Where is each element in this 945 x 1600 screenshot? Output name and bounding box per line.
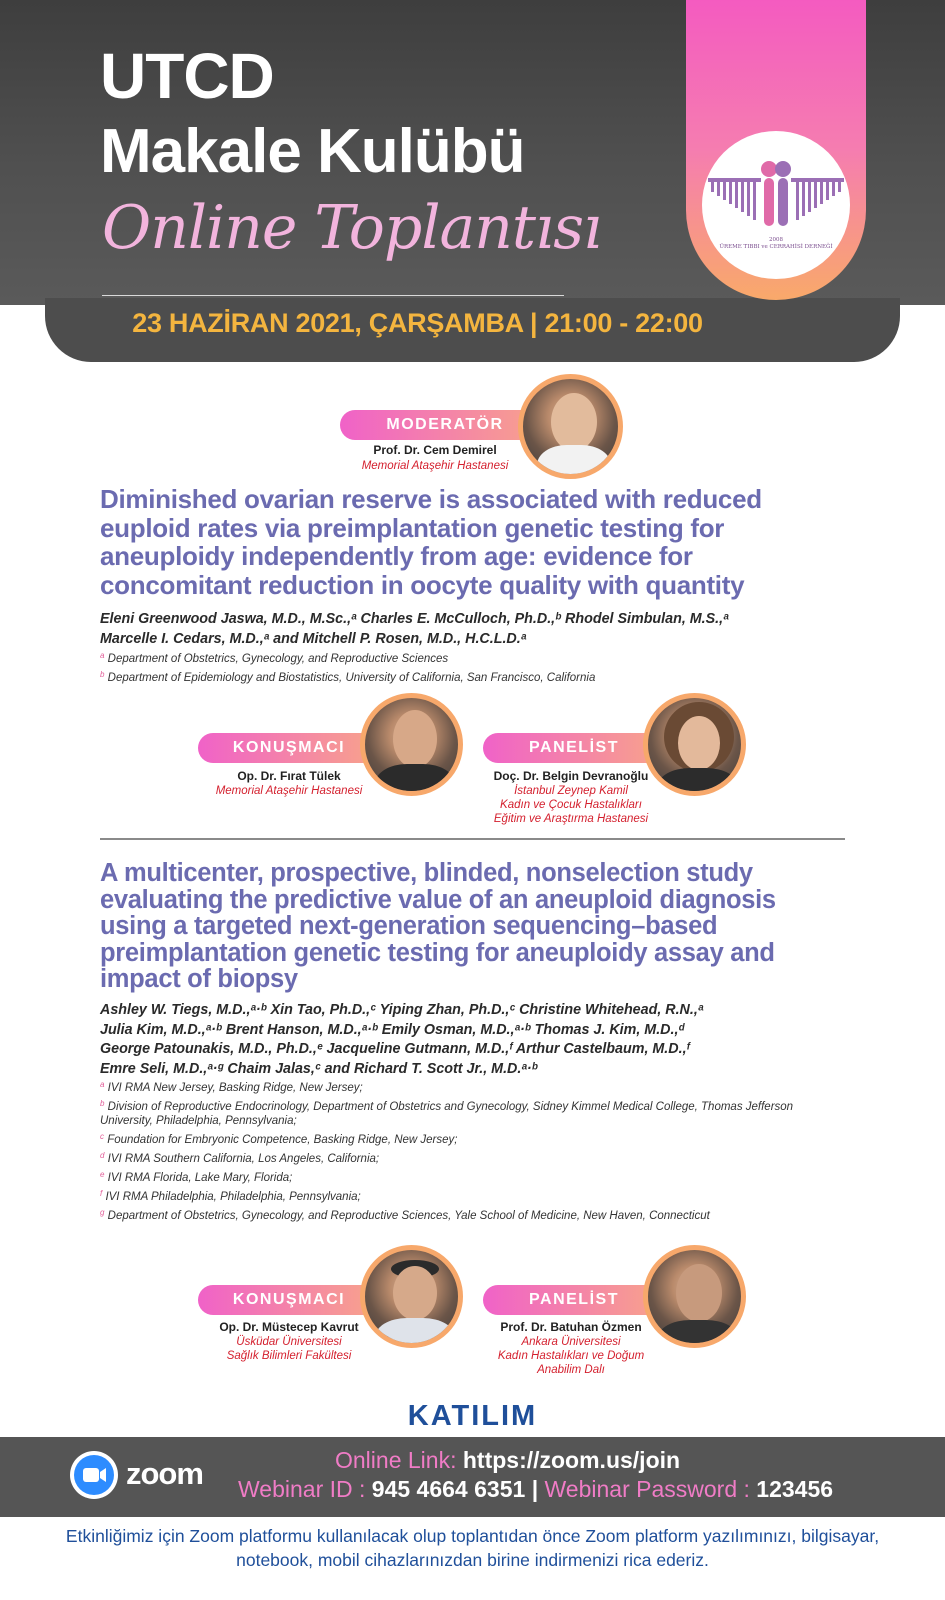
affiliation-item <box>100 1081 810 1095</box>
paper2-speaker-role-pill: KONUŞMACI <box>198 1285 380 1315</box>
institution-line: Kadın Hastalıkları ve Doğum <box>497 1350 645 1362</box>
paper1-panelist-role-pill: PANELİST <box>483 733 665 763</box>
association-logo-icon <box>708 150 844 236</box>
institution-line: Sağlık Bilimleri Fakültesi <box>226 1350 352 1362</box>
moderator-name: Prof. Dr. Cem Demirel <box>373 443 497 457</box>
affiliation-text: Department of Obstetrics, Gynecology, and Reproductive Sciences <box>107 653 449 665</box>
paper1-title: Diminished ovarian reserve is associated with reduced euploid rates via preimplantation genetic testing for aneuploidy independently from age: evidence for concomitant reduction in oocyte quality with quantity <box>100 484 762 600</box>
title-line-1: UTCD <box>100 40 274 112</box>
logo-org: ÜREME TIBBI ve CERRAHİSİ DERNEĞİ <box>719 244 833 250</box>
affiliation-mark: a <box>100 651 105 660</box>
affiliation-mark: b <box>100 670 105 679</box>
affiliation-mark: d <box>100 1151 105 1160</box>
paper2-authors-line: Ashley W. Tiegs, M.D.,ᵃ·ᵇ Xin Tao, Ph.D.,ᶜ Yiping Zhan, Ph.D.,ᶜ Christine Whitehead, R.N.,ᵃ <box>100 1002 704 1018</box>
title-divider <box>102 295 564 296</box>
institution-line: Eğitim ve Araştırma Hastanesi <box>493 813 649 825</box>
institution-line: Kadın ve Çocuk Hastalıkları <box>500 799 642 811</box>
zoom-logo-text: zoom <box>126 1456 203 1491</box>
moderator-institution: Memorial Ataşehir Hastanesi <box>361 460 509 472</box>
paper1-panelist-photo <box>643 693 746 796</box>
paper1-authors-line1: Eleni Greenwood Jaswa, M.D., M.Sc.,ᵃ Charles E. McCulloch, Ph.D.,ᵇ Rhodel Simbulan, M.S.,ᵃ <box>100 611 729 627</box>
affiliation-item <box>100 1152 810 1166</box>
webinar-password: 123456 <box>756 1476 834 1502</box>
paper2-speaker-institution <box>200 1335 378 1363</box>
footer-note <box>40 1524 905 1572</box>
paper2-authors-line: Julia Kim, M.D.,ᵃ·ᵇ Brent Hanson, M.D.,ᵃ·ᵇ Emily Osman, M.D.,ᵃ·ᵇ Thomas J. Kim, M.D.,ᵈ <box>100 1021 685 1038</box>
affiliation-text: Department of Obstetrics, Gynecology, and Reproductive Sciences, Yale School of Medicine, New Haven, Connecticut <box>107 1210 710 1222</box>
paper2-authors-line: Emre Seli, M.D.,ᵃ·ᵍ Chaim Jalas,ᶜ and Richard T. Scott Jr., M.D.ᵃ·ᵇ <box>100 1060 538 1077</box>
section-divider <box>100 838 845 840</box>
moderator-role-pill: MODERATÖR <box>340 410 550 440</box>
paper1-panelist-institution <box>485 784 657 826</box>
paper2-speaker-name: Op. Dr. Müstecep Kavrut <box>219 1320 359 1334</box>
affiliation-text: Foundation for Embryonic Competence, Basking Ridge, New Jersey; <box>107 1134 458 1146</box>
paper2-panelist-institution <box>485 1335 657 1377</box>
moderator-face <box>551 393 597 451</box>
affiliation-text: IVI RMA New Jersey, Basking Ridge, New Jersey; <box>107 1082 363 1094</box>
affiliation-mark: c <box>100 1132 104 1141</box>
paper1-authors <box>100 610 860 649</box>
paper1-affiliations <box>100 652 820 685</box>
speaker-jacket <box>375 764 455 796</box>
webinar-id: 945 4664 6351 <box>371 1476 526 1502</box>
panelist-face <box>678 716 720 770</box>
affiliation-item <box>100 1100 810 1128</box>
affiliation-mark: b <box>100 1099 105 1108</box>
join-heading: KATILIM <box>407 1400 538 1432</box>
paper1-panelist-name: Doç. Dr. Belgin Devranoğlu <box>493 769 649 783</box>
speaker-face <box>393 1266 437 1320</box>
affiliation-item <box>100 1209 810 1223</box>
title-script: Online Toplantısı <box>102 193 602 263</box>
paper1-speaker-name: Op. Dr. Fırat Tülek <box>237 769 341 783</box>
webinar-password-label: Webinar Password : <box>544 1476 750 1502</box>
speaker-shirt <box>375 1318 455 1348</box>
online-link[interactable]: https://zoom.us/join <box>462 1447 681 1473</box>
institution-line: Anabilim Dalı <box>537 1364 605 1376</box>
affiliation-text: IVI RMA Southern California, Los Angeles, California; <box>107 1153 380 1165</box>
affiliation-item <box>100 1133 810 1147</box>
affiliation-item <box>100 1190 810 1204</box>
institution-line: Üsküdar Üniversitesi <box>236 1336 342 1348</box>
paper1-speaker-institution: Memorial Ataşehir Hastanesi <box>215 785 363 797</box>
credentials-separator: | <box>531 1476 539 1502</box>
affiliation-text: Division of Reproductive Endocrinology, Department of Obstetrics and Gynecology, Sidney Kimmel Medical College, Thomas Jefferson University, Philadelphia, Pennsylvania; <box>100 1101 794 1127</box>
institution-line: İstanbul Zeynep Kamil <box>514 785 628 797</box>
footer-line-1: Etkinliğimiz için Zoom platformu kullanılacak olup toplantıdan önce Zoom platform yazılımınızı, bilgisayar, <box>65 1526 880 1546</box>
panelist-shirt <box>658 1320 738 1348</box>
title-line-2: Makale Kulübü <box>100 117 525 186</box>
affiliation-mark: g <box>100 1208 105 1217</box>
footer-line-2: notebook, mobil cihazlarınızdan birine indirmenizi rica ederiz. <box>236 1550 709 1570</box>
institution-line: Ankara Üniversitesi <box>521 1336 621 1348</box>
paper2-authors-line: George Patounakis, M.D., Ph.D.,ᵉ Jacqueline Gutmann, M.D.,ᶠ Arthur Castelbaum, M.D.,ᶠ <box>100 1041 690 1057</box>
affiliation-item <box>100 1171 810 1185</box>
panelist-face <box>676 1264 722 1322</box>
affiliation-mark: a <box>100 1080 105 1089</box>
online-link-row <box>335 1447 680 1474</box>
webinar-id-label: Webinar ID : <box>238 1476 366 1502</box>
online-link-label: Online Link: <box>335 1447 457 1473</box>
paper1-speaker-role-pill: KONUŞMACI <box>198 733 380 763</box>
affiliation-text: IVI RMA Florida, Lake Mary, Florida; <box>107 1172 293 1184</box>
affiliation-mark: f <box>100 1189 103 1198</box>
video-camera-icon <box>74 1455 114 1495</box>
paper2-title: A multicenter, prospective, blinded, nonselection study evaluating the predictive value of an aneuploid diagnosis using a targeted next-generation sequencing–based preimplantation genetic testing for aneuploidy assay and impact of biopsy <box>100 859 776 993</box>
paper2-authors <box>100 1001 890 1079</box>
paper2-affiliations <box>100 1081 810 1223</box>
moderator-shirt <box>537 445 611 479</box>
zoom-camera-icon <box>74 1455 114 1495</box>
panelist-top <box>658 768 738 796</box>
speaker-face <box>393 710 437 768</box>
paper2-panelist-role-pill: PANELİST <box>483 1285 665 1315</box>
affiliation-text: Department of Epidemiology and Biostatistics, University of California, San Francisco, California <box>107 672 596 684</box>
webinar-credentials-row <box>238 1476 833 1503</box>
affiliation-item <box>100 652 820 666</box>
affiliation-mark: e <box>100 1170 105 1179</box>
paper2-panelist-name: Prof. Dr. Batuhan Özmen <box>500 1320 642 1334</box>
affiliation-text: IVI RMA Philadelphia, Philadelphia, Pennsylvania; <box>105 1191 361 1203</box>
logo-caption <box>712 237 840 251</box>
logo-year: 2008 <box>769 237 783 243</box>
paper1-authors-line2: Marcelle I. Cedars, M.D.,ᵃ and Mitchell P. Rosen, M.D., H.C.L.D.ᵃ <box>100 630 527 647</box>
event-date: 23 HAZİRAN 2021, ÇARŞAMBA | 21:00 - 22:00 <box>132 308 703 338</box>
affiliation-item <box>100 671 820 685</box>
paper2-panelist-photo <box>643 1245 746 1348</box>
